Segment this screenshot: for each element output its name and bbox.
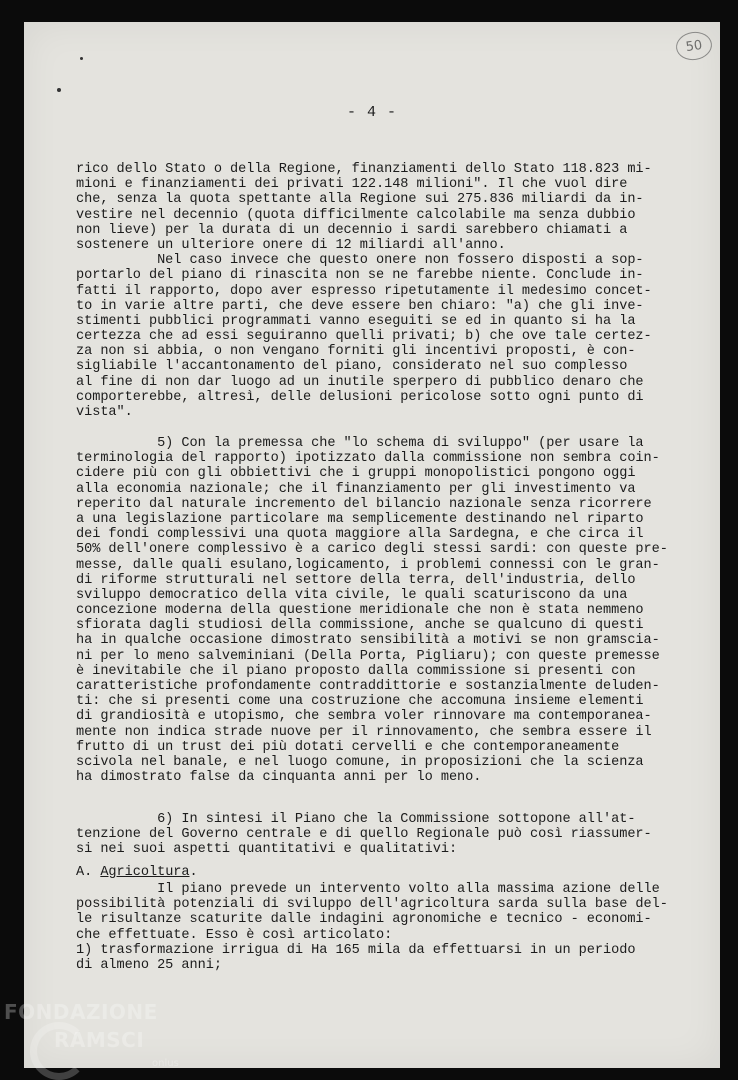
text-line: mioni e finanziamenti dei privati 122.148 milioni". Il che vuol dire	[76, 177, 628, 193]
text-line: concezione moderna della questione meridionale che non è stata nemmeno	[76, 603, 644, 619]
watermark-line-2: RAMSCI	[54, 1028, 145, 1052]
text-line: sfiorata dagli studiosi della commissione, anche se qualcuno di questi	[76, 618, 644, 634]
text-line: to in varie altre parti, che deve essere ben chiaro: "a) che gli inve-	[76, 298, 644, 314]
text-line: che effettuate. Esso è così articolato:	[76, 927, 393, 943]
text-line: rico dello Stato o della Regione, finanziamenti dello Stato 118.823 mi-	[76, 162, 652, 177]
text-line: che, senza la quota spettante alla Regione sui 275.836 miliardi da in-	[76, 192, 644, 208]
text-line: certezza che ad essi seguiranno quelli privati; b) che ove tale certez-	[76, 329, 652, 345]
text-line: Il piano prevede un intervento volto alla massima azione delle	[76, 882, 660, 897]
text-line: ni per lo meno salveminiani (Della Porta, Pigliaru); con queste premesse	[76, 648, 660, 664]
watermark-line-3: onlus	[152, 1058, 179, 1069]
text-line: a una legislazione particolare ma semplicemente destinando nel riparto	[76, 511, 644, 527]
text-line: portarlo del piano di rinascita non se ne farebbe niente. Conclude in-	[76, 268, 644, 284]
text-line: le risultanze scaturite dalle indagini agronomiche e tecnico - economi-	[76, 912, 652, 928]
text-line: è inevitabile che il piano proposto dalla commissione si presenti con	[76, 663, 636, 679]
circled-archive-number: 50	[674, 30, 714, 63]
page-header: - 4 -	[346, 104, 397, 121]
text-line: fatti il rapporto, dopo aver espresso ripetutamente il medesimo concet-	[76, 283, 652, 299]
text-line: ha dimostrato false da cinquanta anni per lo meno.	[76, 770, 482, 786]
text-line: za non si abbia, o non vengano forniti gli incentivi proposti, è con-	[76, 344, 636, 360]
text-line: si nei suoi aspetti quantitativi e qualitativi:	[76, 842, 458, 858]
text-line: mente non indica strade nuove per il rinnovamento, che sembra essere il	[76, 724, 652, 740]
paragraph-2	[76, 436, 676, 785]
paragraph-3	[76, 812, 676, 858]
text-line: dei fondi complessivi una quota maggiore alla Sardegna, e che circa il	[76, 527, 644, 543]
text-line: terminologia del rapporto) ipotizzato dalla commissione non sembra coin-	[76, 451, 660, 467]
text-line: alla economia nazionale; che il finanziamento per gli investimento va	[76, 481, 636, 497]
text-line: tenzione del Governo centrale e di quello Regionale può così riassumer-	[76, 827, 652, 843]
text-line: 6) In sintesi il Piano che la Commissione sottopone all'at-	[76, 812, 636, 827]
text-line: 50% dell'onere complessivo è a carico degli stessi sardi: con queste pre-	[76, 542, 668, 558]
text-line: vestire nel decennio (quota difficilmente calcolabile ma senza dubbio	[76, 207, 636, 223]
text-line: scivola nel banale, e nel luogo comune, in proposizioni che la scienza	[76, 754, 644, 770]
text-line: caratteristiche profondamente contraddittorie e sostanzialmente deluden-	[76, 679, 660, 694]
section-suffix: .	[189, 865, 198, 880]
text-line: di riforme strutturali nel settore della terra, dell'industria, dello	[76, 572, 636, 588]
text-line: 5) Con la premessa che "lo schema di sviluppo" (per usare la	[76, 436, 644, 451]
text-line: vista".	[76, 405, 133, 420]
text-line: messe, dalle quali esulano,logicamento, i problemi connessi con le gran-	[76, 557, 660, 573]
section-heading-line	[76, 865, 676, 880]
text-line: sigliabile l'accantonamento del piano, considerato nel suo complesso	[76, 359, 628, 375]
paragraph-1	[76, 162, 676, 420]
text-line: frutto di un trust dei più dotati cervelli e che contemporaneamente	[76, 739, 620, 755]
document-page	[24, 22, 720, 1068]
text-line: ti: che si presenti come una costruzione che accomuna insieme elementi	[76, 694, 644, 710]
text-line: di grandiosità e utopismo, che sembra voler rinnovare ma contemporanea-	[76, 709, 652, 725]
text-line: ha in qualche occasione dimostrato sensibilità a motivi se non gramscia-	[76, 633, 660, 649]
text-line: reperito dal naturale incremento del bilancio nazionale senza ricorrere	[76, 496, 652, 512]
text-line: stimenti pubblici programmati vanno eseguiti se ed in quanto si ha la	[76, 313, 636, 329]
watermark-logo	[4, 1000, 204, 1080]
text-line: non lieve) per la durata di un decennio i sardi sarebbero chiamati a	[76, 222, 628, 238]
text-line: al fine di non dar luogo ad un inutile sperpero di pubblico denaro che	[76, 374, 644, 390]
paper-speck	[57, 88, 61, 92]
text-line: cidere più con gli obbiettivi che i gruppi monopolistici pongono oggi	[76, 466, 636, 482]
section-heading: Agricoltura	[100, 865, 190, 880]
text-line: 1) trasformazione irrigua di Ha 165 mila da effettuarsi in un periodo	[76, 942, 636, 958]
paper-speck	[80, 57, 83, 60]
text-line: di almeno 25 anni;	[76, 957, 222, 973]
text-line: comporterebbe, altresì, delle delusioni pericolose sotto ogni punto di	[76, 389, 644, 405]
text-line: sostenere un ulteriore onere di 12 miliardi all'anno.	[76, 237, 506, 253]
section-body	[76, 882, 676, 973]
text-line: Nel caso invece che questo onere non fossero disposti a sop-	[76, 253, 644, 269]
watermark-line-1: FONDAZIONE	[4, 1000, 158, 1024]
section-prefix: A.	[76, 865, 101, 880]
text-line: sviluppo democratico della vita civile, le quali scaturiscono da una	[76, 587, 628, 603]
text-line: possibilità potenziali di sviluppo dell'agricoltura sarda sulla base del-	[76, 897, 668, 913]
